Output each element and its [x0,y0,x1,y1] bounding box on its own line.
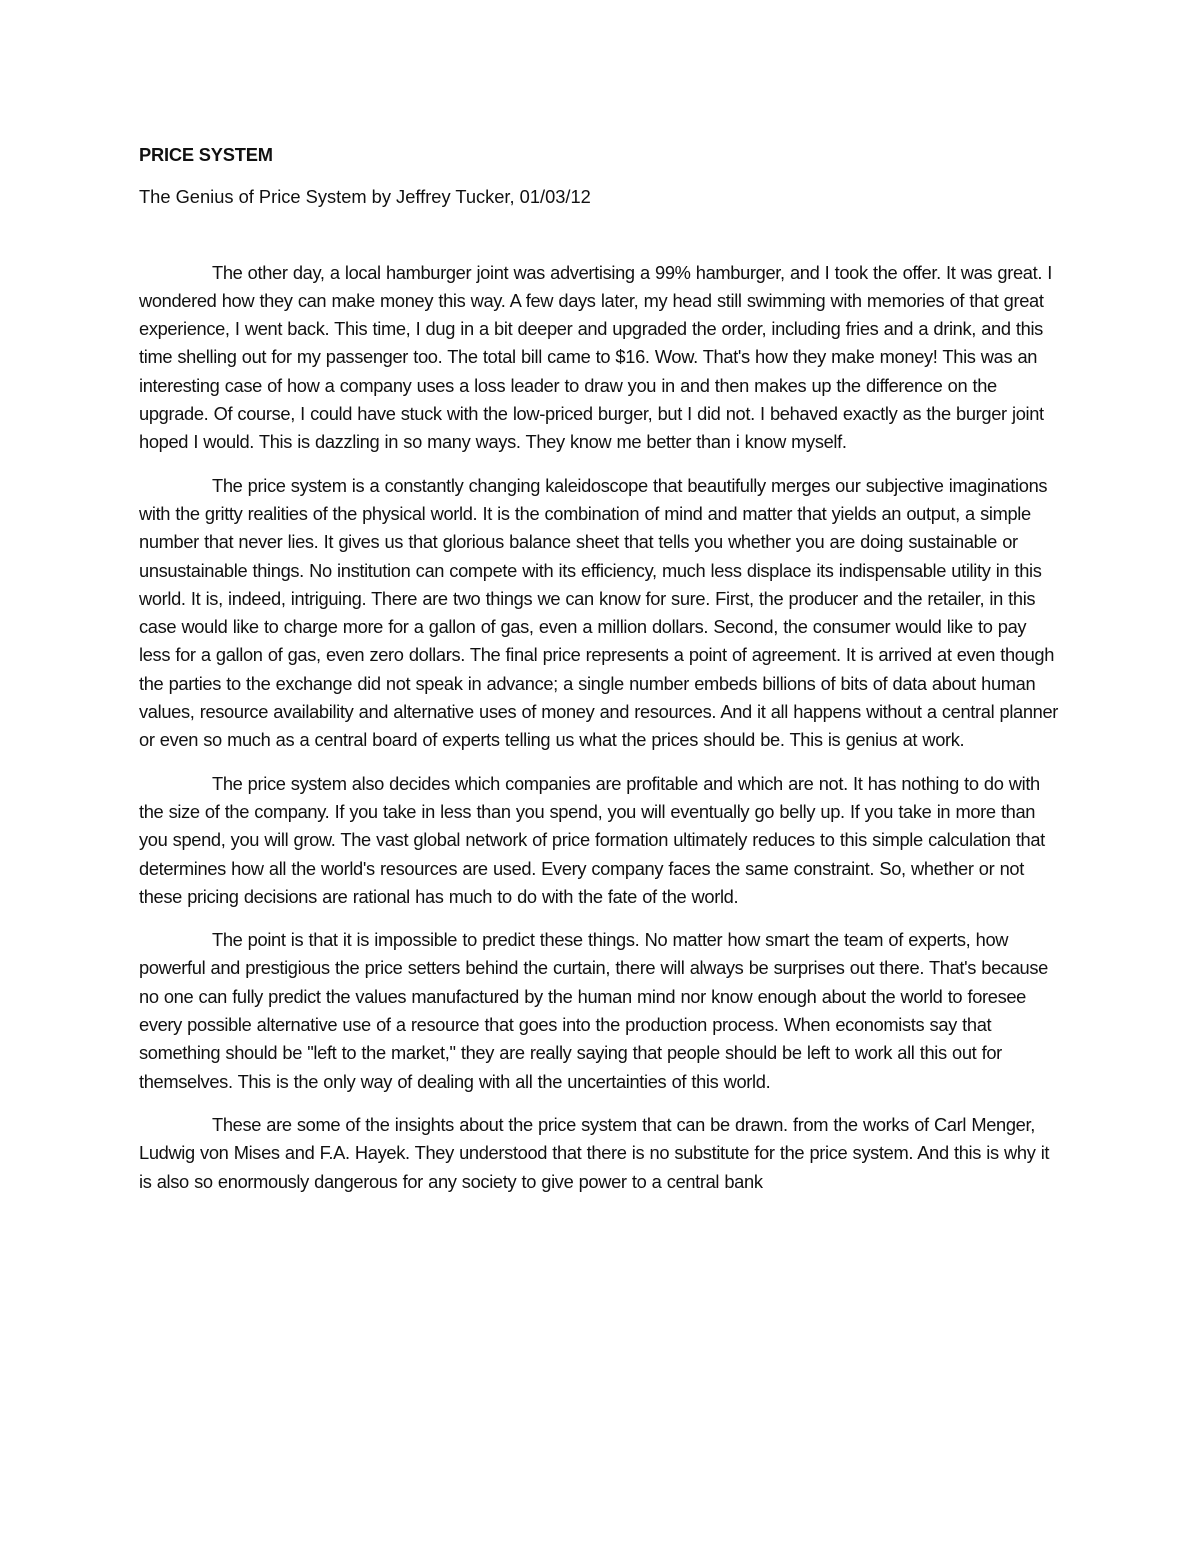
paragraph-3: The price system also decides which companies are profitable and which are not. It has nothing to do with the size of the company. If you take in less than you spend, you will eventually go belly up. If you take in more than you spend, you will grow. The vast global network of price formation ultimately reduces to this simple calculation that determines how all the world's resources are used. Every company faces the same constraint. So, whether or not these pricing decisions are rational has much to do with the fate of the world. [139,772,1045,907]
paragraph-1: The other day, a local hamburger joint was advertising a 99% hamburger, and I took the offer. It was great. I wondered how they can make money this way. A few days later, my head still swimming with memories of that great experience, I went back. This time, I dug in a bit deeper and upgraded the order, including fries and a drink, and this time shelling out for my passenger too. The total bill came to $16. Wow. That's how they make money! This was an interesting case of how a company uses a loss leader to draw you in and then makes up the difference on the upgrade. Of course, I could have stuck with the low-priced burger, but I did not. I behaved exactly as the burger joint hoped I would. This is dazzling in so many ways. They know me better than i know myself. [139,261,1053,453]
document-content [139,141,1061,1211]
document-title: PRICE SYSTEM [139,144,273,165]
paragraph-2: The price system is a constantly changing kaleidoscope that beautifully merges our subjective imaginations with the gritty realities of the physical world. It is the combination of mind and matter that yields an output, a simple number that never lies. It gives us that glorious balance sheet that tells you whether you are doing sustainable or unsustainable things. No institution can compete with its efficiency, much less displace its indispensable utility in this world. It is, indeed, intriguing. There are two things we can know for sure. First, the producer and the retailer, in this case would like to charge more for a gallon of gas, even a million dollars. Second, the consumer would like to pay less for a gallon of gas, even zero dollars. The final price represents a point of agreement. It is arrived at even though the parties to the exchange did not speak in advance; a single number embeds billions of bits of data about human values, resource availability and alternative uses of money and resources. And it all happens without a central planner or even so much as a central board of experts telling us what the prices should be. This is genius at work. [139,474,1059,751]
document-subtitle: The Genius of Price System by Jeffrey Tucker, 01/03/12 [139,186,591,208]
paragraph-5: These are some of the insights about the price system that can be drawn. from the works of Carl Menger, Ludwig von Mises and F.A. Hayek. They understood that there is no substitute for the price system. And this is why it is also so enormously dangerous for any society to give power to a central bank [139,1113,1050,1192]
paragraph-4: The point is that it is impossible to predict these things. No matter how smart the team of experts, how powerful and prestigious the price setters behind the curtain, there will always be surprises out there. That's because no one can fully predict the values manufactured by the human mind nor know enough about the world to foresee every possible alternative use of a resource that goes into the production process. When economists say that something should be "left to the market," they are really saying that people should be left to work all this out for themselves. This is the only way of dealing with all the uncertainties of this world. [139,929,1048,1092]
document-body [139,259,1061,1196]
